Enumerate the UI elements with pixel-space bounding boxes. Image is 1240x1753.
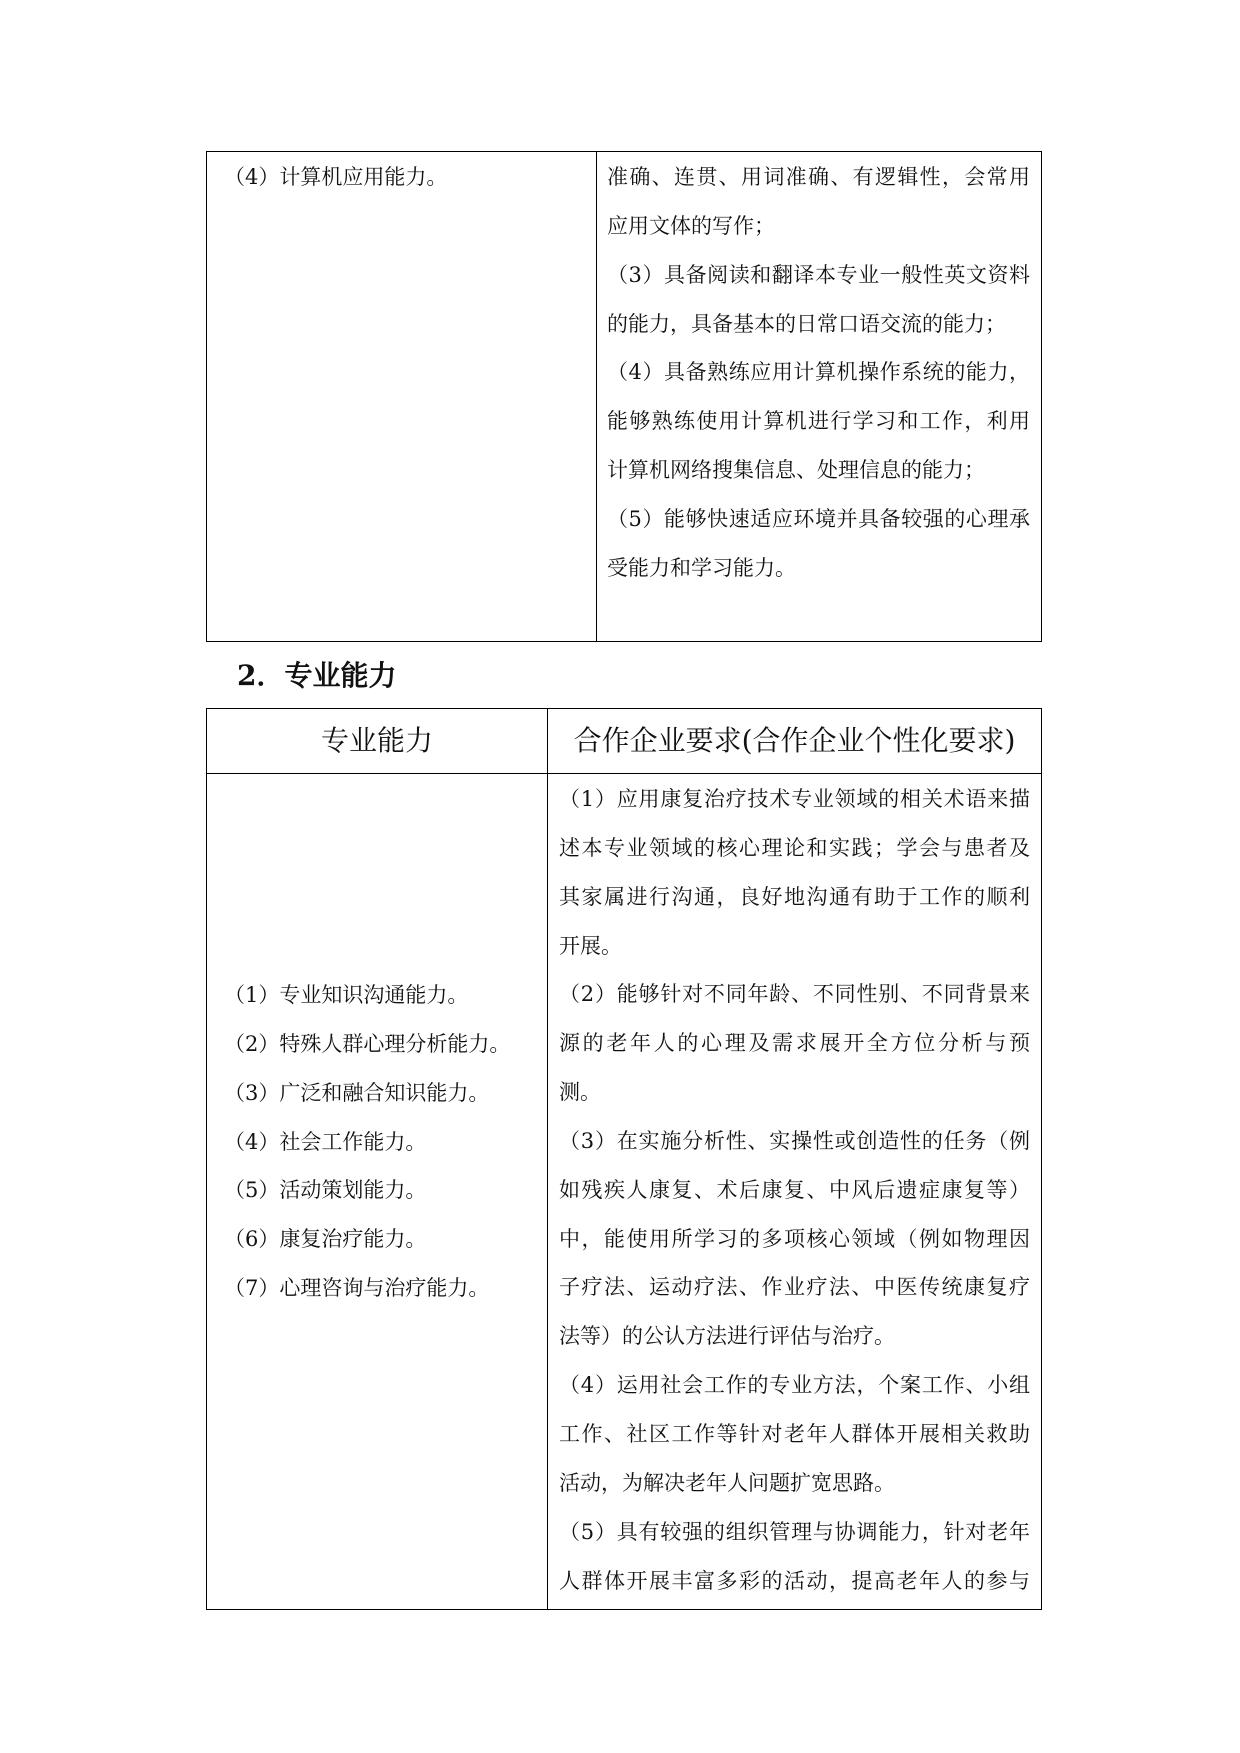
requirement-line: （5）具有较强的组织管理与协调能力，针对老年 — [559, 1519, 1030, 1544]
table-header-row — [207, 709, 1041, 774]
requirement-paragraph — [559, 775, 1030, 970]
requirement-paragraph — [559, 1361, 1030, 1508]
requirement-line: 述本专业领域的核心理论和实践；学会与患者及 — [559, 835, 1030, 860]
requirement-line: 开展。 — [559, 933, 622, 958]
requirement-line: 子疗法、运动疗法、作业疗法、中医传统康复疗 — [559, 1275, 1030, 1300]
requirement-line: 应用文体的写作； — [607, 213, 775, 238]
section-heading: 2．专业能力 — [237, 659, 397, 692]
requirement-line: （3）在实施分析性、实操性或创造性的任务（例 — [559, 1128, 1030, 1153]
requirement-line: （1）应用康复治疗技术专业领域的相关术语来描 — [559, 787, 1030, 811]
requirement-line: 的能力，具备基本的日常口语交流的能力； — [607, 311, 1006, 336]
ability-item: （6）康复治疗能力。 — [224, 1227, 427, 1252]
requirement-line: 能够熟练使用计算机进行学习和工作，利用 — [607, 409, 1030, 434]
requirement-paragraph — [607, 251, 1030, 349]
requirement-line: （4）具备熟练应用计算机操作系统的能力， — [607, 360, 1030, 385]
requirement-line: （4）运用社会工作的专业方法，个案工作、小组 — [559, 1373, 1030, 1398]
requirements-cell — [597, 152, 1041, 641]
ability-item: （3）广泛和融合知识能力。 — [224, 1080, 490, 1105]
requirement-paragraph — [607, 495, 1030, 593]
requirement-line: 工作、社区工作等针对老年人群体开展相关救助 — [559, 1421, 1030, 1446]
requirements-cell — [548, 774, 1041, 1609]
requirement-line: 其家属进行沟通，良好地沟通有助于工作的顺利 — [559, 884, 1030, 909]
requirement-paragraph — [559, 1117, 1030, 1361]
ability-item: （7）心理咨询与治疗能力。 — [224, 1276, 490, 1301]
requirement-line: （5）能够快速适应环境并具备较强的心理承 — [607, 506, 1030, 531]
ability-item: （5）活动策划能力。 — [224, 1178, 427, 1203]
general-ability-table-continued — [206, 151, 1042, 642]
requirement-line: 中，能使用所学习的多项核心领域（例如物理因 — [559, 1226, 1030, 1251]
header-professional-ability: 专业能力 — [320, 724, 433, 757]
requirement-paragraph — [559, 970, 1030, 1117]
header-enterprise-requirements: 合作企业要求(合作企业个性化要求) — [573, 724, 1016, 757]
ability-item: （4）计算机应用能力。 — [224, 165, 448, 189]
requirement-line: 人群体开展丰富多彩的活动，提高老年人的参与 — [559, 1568, 1030, 1593]
requirement-paragraph — [559, 1508, 1030, 1606]
requirement-paragraph — [607, 348, 1030, 495]
requirement-line: （2）能够针对不同年龄、不同性别、不同背景来 — [559, 982, 1030, 1007]
requirement-line: 源的老年人的心理及需求展开全方位分析与预 — [559, 1031, 1030, 1056]
requirement-line: 如残疾人康复、术后康复、中风后遗症康复等） — [559, 1177, 1030, 1202]
requirement-line: 测。 — [559, 1080, 601, 1105]
ability-item: （4）社会工作能力。 — [224, 1129, 427, 1154]
requirement-line: 计算机网络搜集信息、处理信息的能力； — [607, 458, 985, 483]
requirement-paragraph — [607, 153, 1030, 251]
ability-cell — [207, 152, 596, 641]
requirement-line: 准确、连贯、用词准确、有逻辑性，会常用 — [607, 165, 1030, 189]
abilities-cell — [207, 774, 547, 1609]
requirement-line: 受能力和学习能力。 — [607, 555, 796, 580]
ability-item: （2）特殊人群心理分析能力。 — [224, 1031, 511, 1056]
ability-item: （1）专业知识沟通能力。 — [224, 983, 469, 1007]
requirement-line: 法等）的公认方法进行评估与治疗。 — [559, 1324, 895, 1349]
professional-ability-table — [206, 708, 1042, 1610]
requirement-line: （3）具备阅读和翻译本专业一般性英文资料 — [607, 262, 1030, 287]
requirement-line: 活动，为解决老年人问题扩宽思路。 — [559, 1470, 895, 1495]
